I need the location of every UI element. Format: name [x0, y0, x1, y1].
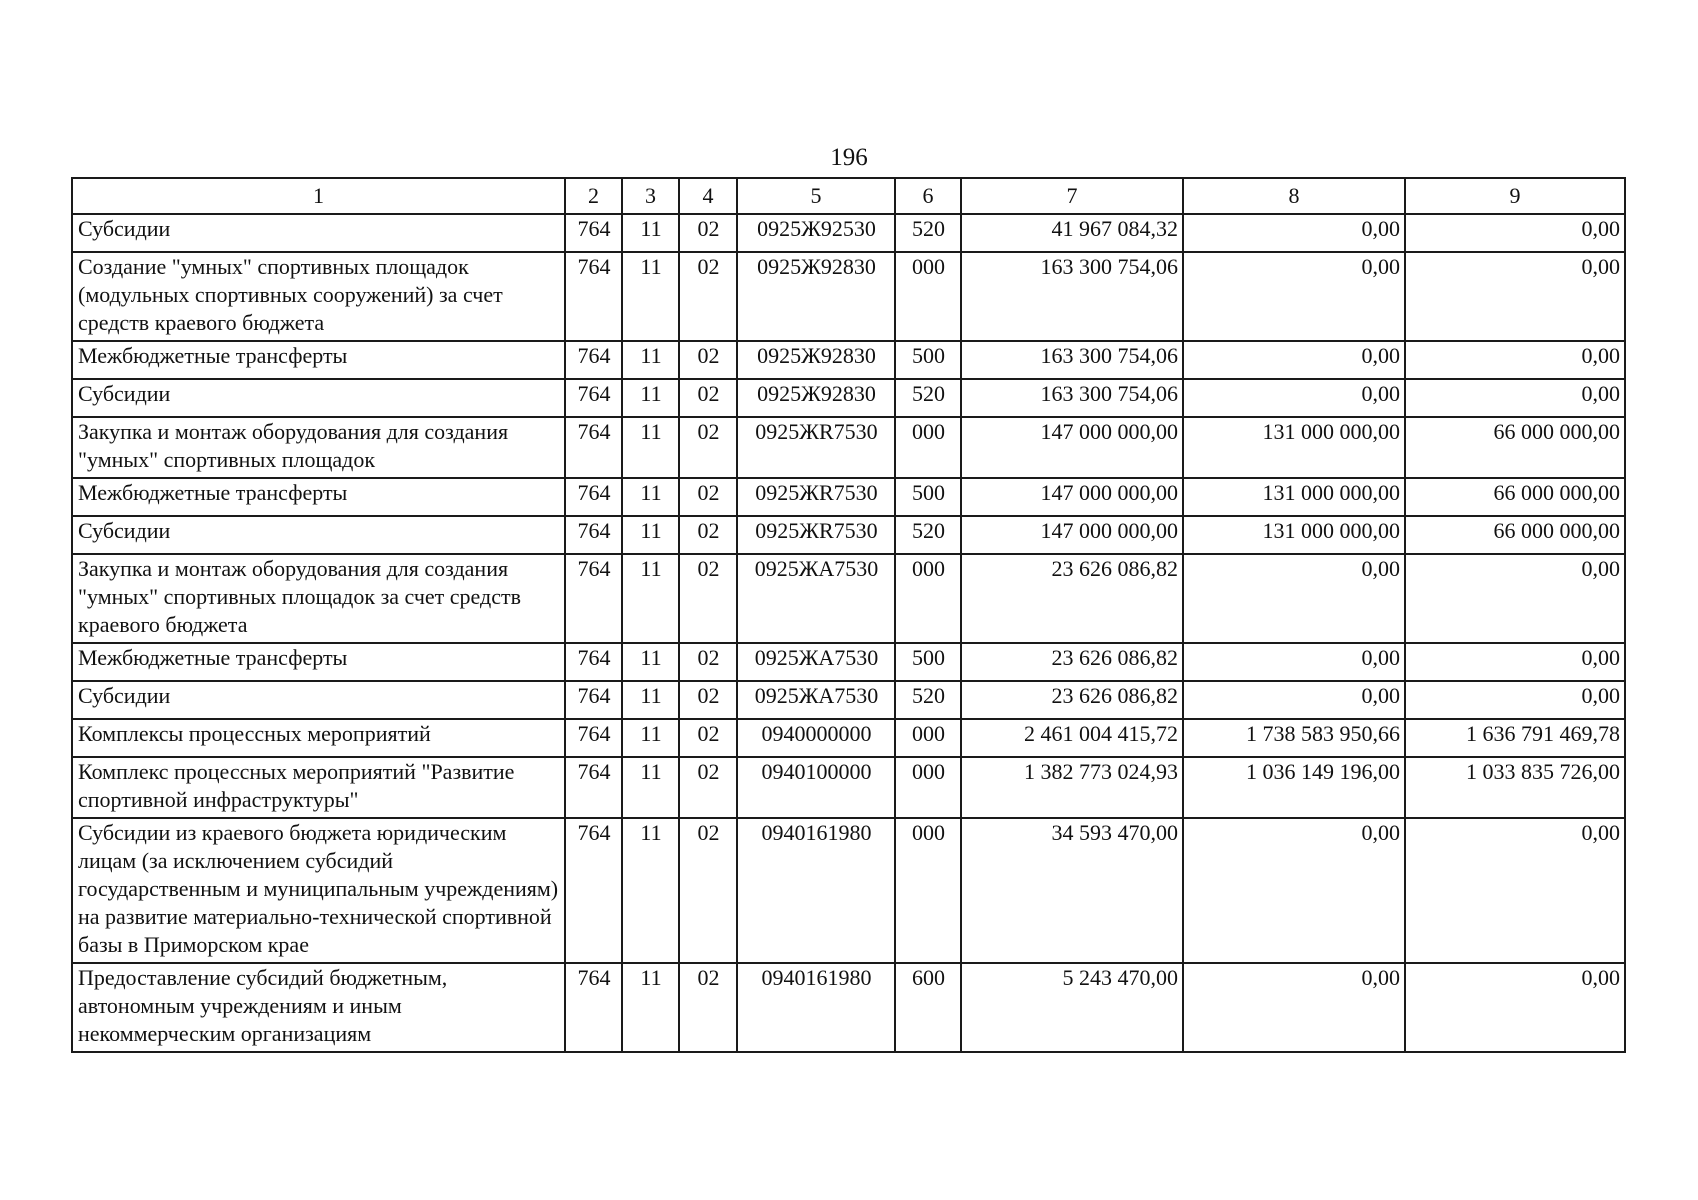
subsection-code-cell: 02	[679, 417, 737, 478]
column-header: 3	[622, 178, 679, 214]
amount-col7-cell: 23 626 086,82	[961, 681, 1183, 719]
section-code-cell: 11	[622, 643, 679, 681]
ministry-code-cell: 764	[565, 417, 622, 478]
target-item-code-cell: 0940161980	[737, 818, 895, 963]
amount-col7-cell: 34 593 470,00	[961, 818, 1183, 963]
amount-col7-cell: 163 300 754,06	[961, 252, 1183, 341]
target-item-code-cell: 0925ЖR7530	[737, 478, 895, 516]
column-header: 5	[737, 178, 895, 214]
amount-col9-cell: 1 033 835 726,00	[1405, 757, 1625, 818]
target-item-code-cell: 0940000000	[737, 719, 895, 757]
table-row	[72, 643, 1625, 681]
amount-col8-cell: 0,00	[1183, 643, 1405, 681]
ministry-code-cell: 764	[565, 214, 622, 252]
expense-name-cell: Предоставление субсидий бюджетным, автономным учреждениям и иным некоммерческим организациям	[72, 963, 565, 1052]
column-header: 2	[565, 178, 622, 214]
amount-col8-cell: 0,00	[1183, 214, 1405, 252]
amount-col9-cell: 0,00	[1405, 554, 1625, 643]
expense-type-code-cell: 520	[895, 681, 961, 719]
subsection-code-cell: 02	[679, 643, 737, 681]
expense-type-code-cell: 500	[895, 478, 961, 516]
target-item-code-cell: 0925ЖR7530	[737, 417, 895, 478]
table-row	[72, 516, 1625, 554]
expense-type-code-cell: 000	[895, 554, 961, 643]
amount-col8-cell: 1 036 149 196,00	[1183, 757, 1405, 818]
table-row	[72, 963, 1625, 1052]
section-code-cell: 11	[622, 719, 679, 757]
ministry-code-cell: 764	[565, 341, 622, 379]
amount-col9-cell: 1 636 791 469,78	[1405, 719, 1625, 757]
amount-col9-cell: 66 000 000,00	[1405, 478, 1625, 516]
ministry-code-cell: 764	[565, 643, 622, 681]
target-item-code-cell: 0925Ж92830	[737, 252, 895, 341]
target-item-code-cell: 0925Ж92830	[737, 379, 895, 417]
table-row	[72, 554, 1625, 643]
amount-col8-cell: 1 738 583 950,66	[1183, 719, 1405, 757]
amount-col7-cell: 147 000 000,00	[961, 516, 1183, 554]
table-row	[72, 379, 1625, 417]
ministry-code-cell: 764	[565, 516, 622, 554]
table-row	[72, 417, 1625, 478]
target-item-code-cell: 0925ЖА7530	[737, 643, 895, 681]
subsection-code-cell: 02	[679, 818, 737, 963]
expense-name-cell: Межбюджетные трансферты	[72, 341, 565, 379]
subsection-code-cell: 02	[679, 681, 737, 719]
subsection-code-cell: 02	[679, 379, 737, 417]
amount-col7-cell: 163 300 754,06	[961, 379, 1183, 417]
amount-col7-cell: 23 626 086,82	[961, 643, 1183, 681]
expense-name-cell: Создание "умных" спортивных площадок (модульных спортивных сооружений) за счет средств краевого бюджета	[72, 252, 565, 341]
expense-type-code-cell: 520	[895, 214, 961, 252]
expense-type-code-cell: 000	[895, 757, 961, 818]
amount-col7-cell: 163 300 754,06	[961, 341, 1183, 379]
amount-col8-cell: 0,00	[1183, 341, 1405, 379]
subsection-code-cell: 02	[679, 478, 737, 516]
amount-col8-cell: 0,00	[1183, 963, 1405, 1052]
expense-type-code-cell: 520	[895, 379, 961, 417]
column-header: 1	[72, 178, 565, 214]
table-row	[72, 478, 1625, 516]
table-row	[72, 252, 1625, 341]
expense-type-code-cell: 500	[895, 643, 961, 681]
amount-col7-cell: 147 000 000,00	[961, 417, 1183, 478]
section-code-cell: 11	[622, 963, 679, 1052]
expense-type-code-cell: 000	[895, 252, 961, 341]
section-code-cell: 11	[622, 379, 679, 417]
expense-type-code-cell: 000	[895, 417, 961, 478]
amount-col8-cell: 131 000 000,00	[1183, 516, 1405, 554]
section-code-cell: 11	[622, 252, 679, 341]
column-number-header-row	[72, 178, 1625, 214]
expense-type-code-cell: 520	[895, 516, 961, 554]
amount-col7-cell: 2 461 004 415,72	[961, 719, 1183, 757]
table-body	[72, 214, 1625, 1052]
subsection-code-cell: 02	[679, 719, 737, 757]
table-row	[72, 681, 1625, 719]
ministry-code-cell: 764	[565, 554, 622, 643]
expense-name-cell: Субсидии из краевого бюджета юридическим лицам (за исключением субсидий государственным и муниципальным учреждениям) на развитие материально-технической спортивной базы в Приморском крае	[72, 818, 565, 963]
amount-col9-cell: 0,00	[1405, 643, 1625, 681]
expense-name-cell: Закупка и монтаж оборудования для создания "умных" спортивных площадок	[72, 417, 565, 478]
table-row	[72, 214, 1625, 252]
target-item-code-cell: 0925ЖR7530	[737, 516, 895, 554]
column-header: 9	[1405, 178, 1625, 214]
expense-name-cell: Комплекс процессных мероприятий "Развитие спортивной инфраструктуры"	[72, 757, 565, 818]
expense-type-code-cell: 500	[895, 341, 961, 379]
ministry-code-cell: 764	[565, 818, 622, 963]
amount-col7-cell: 147 000 000,00	[961, 478, 1183, 516]
table-row	[72, 818, 1625, 963]
table-row	[72, 341, 1625, 379]
expense-name-cell: Межбюджетные трансферты	[72, 643, 565, 681]
column-header: 6	[895, 178, 961, 214]
expense-name-cell: Субсидии	[72, 516, 565, 554]
subsection-code-cell: 02	[679, 341, 737, 379]
amount-col7-cell: 41 967 084,32	[961, 214, 1183, 252]
section-code-cell: 11	[622, 818, 679, 963]
target-item-code-cell: 0940100000	[737, 757, 895, 818]
amount-col8-cell: 0,00	[1183, 554, 1405, 643]
ministry-code-cell: 764	[565, 681, 622, 719]
amount-col7-cell: 1 382 773 024,93	[961, 757, 1183, 818]
ministry-code-cell: 764	[565, 252, 622, 341]
target-item-code-cell: 0940161980	[737, 963, 895, 1052]
expense-name-cell: Межбюджетные трансферты	[72, 478, 565, 516]
ministry-code-cell: 764	[565, 478, 622, 516]
amount-col8-cell: 0,00	[1183, 252, 1405, 341]
amount-col9-cell: 0,00	[1405, 818, 1625, 963]
subsection-code-cell: 02	[679, 214, 737, 252]
section-code-cell: 11	[622, 554, 679, 643]
section-code-cell: 11	[622, 214, 679, 252]
amount-col7-cell: 23 626 086,82	[961, 554, 1183, 643]
column-header: 8	[1183, 178, 1405, 214]
ministry-code-cell: 764	[565, 379, 622, 417]
target-item-code-cell: 0925ЖА7530	[737, 554, 895, 643]
amount-col8-cell: 0,00	[1183, 681, 1405, 719]
expense-name-cell: Субсидии	[72, 681, 565, 719]
expense-name-cell: Комплексы процессных мероприятий	[72, 719, 565, 757]
amount-col7-cell: 5 243 470,00	[961, 963, 1183, 1052]
section-code-cell: 11	[622, 757, 679, 818]
budget-table	[71, 177, 1626, 1053]
expense-name-cell: Закупка и монтаж оборудования для создания "умных" спортивных площадок за счет средств краевого бюджета	[72, 554, 565, 643]
section-code-cell: 11	[622, 516, 679, 554]
amount-col9-cell: 66 000 000,00	[1405, 516, 1625, 554]
amount-col9-cell: 0,00	[1405, 341, 1625, 379]
amount-col9-cell: 66 000 000,00	[1405, 417, 1625, 478]
column-header: 4	[679, 178, 737, 214]
page-number: 196	[830, 144, 868, 171]
subsection-code-cell: 02	[679, 252, 737, 341]
amount-col9-cell: 0,00	[1405, 214, 1625, 252]
subsection-code-cell: 02	[679, 757, 737, 818]
amount-col8-cell: 0,00	[1183, 818, 1405, 963]
amount-col9-cell: 0,00	[1405, 681, 1625, 719]
amount-col8-cell: 131 000 000,00	[1183, 417, 1405, 478]
ministry-code-cell: 764	[565, 757, 622, 818]
amount-col9-cell: 0,00	[1405, 252, 1625, 341]
table-row	[72, 719, 1625, 757]
section-code-cell: 11	[622, 417, 679, 478]
subsection-code-cell: 02	[679, 554, 737, 643]
section-code-cell: 11	[622, 478, 679, 516]
expense-name-cell: Субсидии	[72, 379, 565, 417]
table-row	[72, 757, 1625, 818]
ministry-code-cell: 764	[565, 719, 622, 757]
ministry-code-cell: 764	[565, 963, 622, 1052]
target-item-code-cell: 0925ЖА7530	[737, 681, 895, 719]
amount-col9-cell: 0,00	[1405, 963, 1625, 1052]
column-header: 7	[961, 178, 1183, 214]
expense-type-code-cell: 000	[895, 719, 961, 757]
expense-type-code-cell: 600	[895, 963, 961, 1052]
target-item-code-cell: 0925Ж92830	[737, 341, 895, 379]
section-code-cell: 11	[622, 341, 679, 379]
section-code-cell: 11	[622, 681, 679, 719]
amount-col8-cell: 131 000 000,00	[1183, 478, 1405, 516]
expense-type-code-cell: 000	[895, 818, 961, 963]
expense-name-cell: Субсидии	[72, 214, 565, 252]
target-item-code-cell: 0925Ж92530	[737, 214, 895, 252]
subsection-code-cell: 02	[679, 516, 737, 554]
amount-col8-cell: 0,00	[1183, 379, 1405, 417]
subsection-code-cell: 02	[679, 963, 737, 1052]
amount-col9-cell: 0,00	[1405, 379, 1625, 417]
